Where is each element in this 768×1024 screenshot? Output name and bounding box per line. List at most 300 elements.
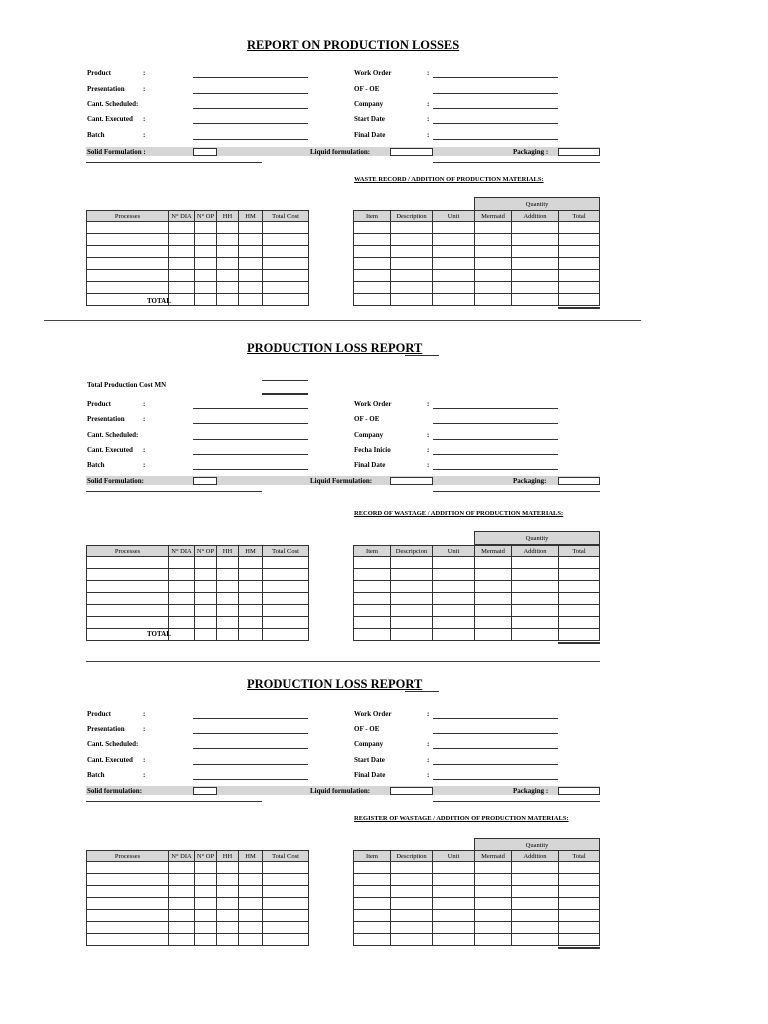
table-cell[interactable]	[559, 246, 600, 258]
table-cell[interactable]	[263, 222, 309, 234]
table-cell[interactable]	[87, 282, 169, 294]
table-cell[interactable]	[195, 294, 217, 306]
table-cell[interactable]	[217, 569, 239, 581]
table-cell[interactable]	[512, 898, 559, 910]
table-cell[interactable]	[263, 294, 309, 306]
field-input-right[interactable]	[433, 764, 558, 765]
table-cell[interactable]	[263, 898, 309, 910]
table-cell[interactable]	[475, 910, 512, 922]
table-cell[interactable]	[169, 593, 195, 605]
field-input-left[interactable]	[193, 439, 308, 440]
table-cell[interactable]	[475, 258, 512, 270]
table-cell[interactable]	[263, 605, 309, 617]
table-cell[interactable]	[559, 922, 600, 934]
table-cell[interactable]	[354, 910, 391, 922]
table-cell[interactable]	[87, 605, 169, 617]
field-label-left: Cant. Scheduled:	[87, 740, 139, 748]
field-input-left[interactable]	[193, 123, 308, 124]
table-cell[interactable]	[391, 922, 433, 934]
table-cell[interactable]	[559, 629, 600, 641]
table-cell[interactable]	[195, 593, 217, 605]
table-cell[interactable]	[263, 886, 309, 898]
table-cell[interactable]	[512, 557, 559, 569]
table-cell[interactable]	[169, 270, 195, 282]
table-cell[interactable]	[475, 569, 512, 581]
table-cell[interactable]	[433, 898, 475, 910]
table-cell[interactable]	[239, 234, 263, 246]
table-cell[interactable]	[217, 258, 239, 270]
field-input-right[interactable]	[433, 123, 558, 124]
table-cell[interactable]	[87, 593, 169, 605]
field-input-right[interactable]	[433, 748, 558, 749]
table-cell[interactable]	[475, 874, 512, 886]
table-cell[interactable]	[433, 874, 475, 886]
table-cell[interactable]	[475, 593, 512, 605]
table-cell[interactable]	[433, 294, 475, 306]
table-cell[interactable]	[169, 581, 195, 593]
table-cell[interactable]	[169, 910, 195, 922]
table-cell[interactable]	[263, 862, 309, 874]
table-cell[interactable]	[475, 886, 512, 898]
table-cell[interactable]	[87, 258, 169, 270]
field-input-right[interactable]	[433, 469, 558, 470]
table-cell[interactable]	[433, 922, 475, 934]
table-cell[interactable]	[475, 557, 512, 569]
table-cell[interactable]	[433, 234, 475, 246]
table-cell[interactable]	[391, 605, 433, 617]
field-input-right[interactable]	[433, 779, 558, 780]
table-cell[interactable]	[169, 922, 195, 934]
table-cell[interactable]	[559, 934, 600, 946]
table-cell[interactable]	[433, 886, 475, 898]
field-input-left[interactable]	[193, 77, 308, 78]
table-cell[interactable]	[195, 258, 217, 270]
table-cell[interactable]	[475, 898, 512, 910]
field-input-right[interactable]	[433, 93, 558, 94]
table-cell[interactable]	[87, 886, 169, 898]
table-cell[interactable]	[195, 557, 217, 569]
table-cell[interactable]	[263, 569, 309, 581]
table-cell[interactable]	[169, 246, 195, 258]
table-cell[interactable]	[512, 234, 559, 246]
table-cell[interactable]	[512, 862, 559, 874]
total-cost-line[interactable]	[262, 380, 308, 381]
table-cell[interactable]	[217, 581, 239, 593]
table-cell[interactable]	[263, 258, 309, 270]
table-cell[interactable]	[169, 234, 195, 246]
table-cell[interactable]	[217, 593, 239, 605]
table-cell[interactable]	[354, 874, 391, 886]
table-cell[interactable]	[217, 874, 239, 886]
table-cell[interactable]	[559, 862, 600, 874]
table-cell[interactable]	[239, 246, 263, 258]
table-cell[interactable]	[354, 294, 391, 306]
table-cell[interactable]	[559, 605, 600, 617]
table-cell[interactable]	[475, 922, 512, 934]
table-cell[interactable]	[195, 934, 217, 946]
table-cell[interactable]	[263, 282, 309, 294]
field-input-left[interactable]	[193, 733, 308, 734]
table-cell[interactable]	[433, 617, 475, 629]
table-cell[interactable]	[391, 234, 433, 246]
table-cell[interactable]	[475, 581, 512, 593]
table-cell[interactable]	[195, 282, 217, 294]
table-cell[interactable]	[512, 629, 559, 641]
table-cell[interactable]	[391, 874, 433, 886]
table-cell[interactable]	[169, 605, 195, 617]
table-cell[interactable]	[559, 282, 600, 294]
table-cell[interactable]	[475, 246, 512, 258]
table-cell[interactable]	[87, 246, 169, 258]
table-cell[interactable]	[433, 569, 475, 581]
field-input-right[interactable]	[433, 439, 558, 440]
table-cell[interactable]	[475, 605, 512, 617]
table-cell[interactable]	[169, 282, 195, 294]
table-cell[interactable]	[217, 617, 239, 629]
liquid-formulation-box[interactable]	[390, 477, 433, 485]
table-cell[interactable]	[433, 910, 475, 922]
table-cell[interactable]	[195, 581, 217, 593]
table-cell[interactable]	[87, 557, 169, 569]
table-cell[interactable]	[217, 557, 239, 569]
table-cell[interactable]	[195, 222, 217, 234]
table-cell[interactable]	[433, 629, 475, 641]
table-cell[interactable]	[559, 593, 600, 605]
field-input-left[interactable]	[193, 469, 308, 470]
table-cell[interactable]	[512, 270, 559, 282]
table-cell[interactable]	[87, 569, 169, 581]
table-cell[interactable]	[433, 934, 475, 946]
table-cell[interactable]	[354, 557, 391, 569]
table-cell[interactable]	[169, 569, 195, 581]
table-cell[interactable]	[354, 934, 391, 946]
table-cell[interactable]	[87, 222, 169, 234]
table-cell[interactable]	[354, 246, 391, 258]
table-cell[interactable]	[512, 605, 559, 617]
field-input-left[interactable]	[193, 748, 308, 749]
table-cell[interactable]	[195, 617, 217, 629]
table-cell[interactable]	[195, 234, 217, 246]
table-cell[interactable]	[169, 874, 195, 886]
table-cell[interactable]	[239, 557, 263, 569]
table-cell[interactable]	[354, 258, 391, 270]
table-cell[interactable]	[475, 234, 512, 246]
field-label-left: Batch	[87, 461, 105, 469]
field-label-left: Cant. Executed	[87, 115, 133, 123]
table-cell[interactable]	[354, 629, 391, 641]
table-cell[interactable]	[391, 222, 433, 234]
table-cell[interactable]	[354, 922, 391, 934]
table-cell[interactable]	[169, 557, 195, 569]
table-cell[interactable]	[391, 910, 433, 922]
table-cell[interactable]	[512, 222, 559, 234]
table-cell[interactable]	[217, 294, 239, 306]
table-cell[interactable]	[391, 581, 433, 593]
table-cell[interactable]	[87, 617, 169, 629]
table-cell[interactable]	[195, 862, 217, 874]
table-cell[interactable]	[87, 910, 169, 922]
table-cell[interactable]	[217, 234, 239, 246]
table-cell[interactable]	[195, 898, 217, 910]
table-cell[interactable]	[433, 593, 475, 605]
table-cell[interactable]	[475, 222, 512, 234]
field-input-left[interactable]	[193, 408, 308, 409]
table-cell[interactable]	[475, 934, 512, 946]
field-input-right[interactable]	[433, 423, 558, 424]
table-cell[interactable]	[195, 270, 217, 282]
packaging-box[interactable]	[558, 477, 600, 485]
table-cell[interactable]	[354, 886, 391, 898]
table-cell[interactable]	[169, 886, 195, 898]
table-row	[354, 581, 600, 593]
table-cell[interactable]	[217, 270, 239, 282]
field-input-left[interactable]	[193, 93, 308, 94]
table-cell[interactable]	[263, 874, 309, 886]
table-cell[interactable]	[263, 629, 309, 641]
table-cell[interactable]	[263, 617, 309, 629]
field-input-left[interactable]	[193, 454, 308, 455]
field-input-left[interactable]	[193, 779, 308, 780]
table-cell[interactable]	[239, 593, 263, 605]
table-cell[interactable]	[475, 862, 512, 874]
table-cell[interactable]	[263, 922, 309, 934]
table-cell[interactable]	[239, 617, 263, 629]
table-cell[interactable]	[512, 874, 559, 886]
table-cell[interactable]	[239, 629, 263, 641]
table-cell[interactable]	[354, 569, 391, 581]
table-cell[interactable]	[391, 617, 433, 629]
table-cell[interactable]	[217, 605, 239, 617]
table-cell[interactable]	[354, 270, 391, 282]
field-input-left[interactable]	[193, 139, 308, 140]
table-cell[interactable]	[354, 605, 391, 617]
table-cell[interactable]	[559, 874, 600, 886]
table-cell[interactable]	[354, 898, 391, 910]
table-cell[interactable]	[391, 282, 433, 294]
table-cell[interactable]	[239, 605, 263, 617]
field-input-right[interactable]	[433, 139, 558, 140]
table-cell[interactable]	[263, 581, 309, 593]
table-cell[interactable]	[512, 581, 559, 593]
table-cell[interactable]	[433, 581, 475, 593]
table-cell[interactable]	[239, 874, 263, 886]
table-cell[interactable]	[512, 910, 559, 922]
field-input-right[interactable]	[433, 77, 558, 78]
table-cell[interactable]	[512, 246, 559, 258]
table-cell[interactable]	[239, 294, 263, 306]
table-cell[interactable]	[433, 557, 475, 569]
table-cell[interactable]	[354, 234, 391, 246]
field-input-left[interactable]	[193, 423, 308, 424]
table-cell[interactable]	[239, 886, 263, 898]
table-cell[interactable]	[433, 258, 475, 270]
table-cell[interactable]	[195, 910, 217, 922]
table-cell[interactable]	[217, 934, 239, 946]
table-cell[interactable]	[263, 910, 309, 922]
table-cell[interactable]	[559, 557, 600, 569]
table-cell[interactable]	[87, 270, 169, 282]
table-cell[interactable]	[559, 294, 600, 306]
table-cell[interactable]	[263, 593, 309, 605]
table-cell[interactable]	[391, 557, 433, 569]
table-cell[interactable]	[391, 270, 433, 282]
table-cell[interactable]	[195, 605, 217, 617]
table-cell[interactable]	[559, 222, 600, 234]
table-cell[interactable]	[263, 234, 309, 246]
table-cell[interactable]	[559, 581, 600, 593]
table-cell[interactable]	[217, 862, 239, 874]
table-cell[interactable]	[512, 294, 559, 306]
table-cell[interactable]	[512, 886, 559, 898]
table-cell[interactable]	[559, 234, 600, 246]
table-cell[interactable]	[239, 282, 263, 294]
field-input-right[interactable]	[433, 454, 558, 455]
liquid-formulation-box[interactable]	[390, 787, 433, 795]
table-cell[interactable]	[512, 282, 559, 294]
table-cell[interactable]	[475, 282, 512, 294]
table-cell[interactable]	[217, 246, 239, 258]
table-cell[interactable]	[87, 898, 169, 910]
table-cell[interactable]	[239, 898, 263, 910]
column-header: HH	[217, 546, 239, 557]
table-cell[interactable]	[512, 593, 559, 605]
table-cell[interactable]	[391, 569, 433, 581]
table-cell[interactable]	[87, 874, 169, 886]
field-input-right[interactable]	[433, 718, 558, 719]
table-cell[interactable]	[559, 886, 600, 898]
table-cell[interactable]	[239, 581, 263, 593]
table-cell[interactable]	[391, 898, 433, 910]
table-cell[interactable]	[239, 862, 263, 874]
table-cell[interactable]	[169, 934, 195, 946]
table-cell[interactable]	[559, 910, 600, 922]
field-input-left[interactable]	[193, 718, 308, 719]
table-cell[interactable]	[475, 629, 512, 641]
table-cell[interactable]	[559, 258, 600, 270]
table-cell[interactable]	[391, 886, 433, 898]
table-cell[interactable]	[354, 282, 391, 294]
table-cell[interactable]	[195, 246, 217, 258]
table-cell[interactable]	[87, 581, 169, 593]
table-cell[interactable]	[391, 258, 433, 270]
table-cell[interactable]	[217, 910, 239, 922]
table-cell[interactable]	[239, 569, 263, 581]
table-cell[interactable]	[512, 569, 559, 581]
table-cell[interactable]	[217, 282, 239, 294]
table-cell[interactable]	[512, 922, 559, 934]
table-cell[interactable]	[559, 617, 600, 629]
table-cell[interactable]	[475, 617, 512, 629]
table-cell[interactable]	[512, 258, 559, 270]
table-cell[interactable]	[217, 222, 239, 234]
table-cell[interactable]	[354, 593, 391, 605]
table-cell[interactable]	[169, 222, 195, 234]
table-cell[interactable]	[169, 898, 195, 910]
table-cell[interactable]	[169, 629, 195, 641]
table-cell[interactable]	[354, 617, 391, 629]
table-cell[interactable]	[433, 862, 475, 874]
table-cell[interactable]	[217, 886, 239, 898]
table-cell[interactable]	[263, 557, 309, 569]
table-cell[interactable]	[239, 270, 263, 282]
table-cell[interactable]	[169, 862, 195, 874]
table-cell[interactable]	[433, 270, 475, 282]
table-cell[interactable]	[354, 581, 391, 593]
table-cell[interactable]	[239, 934, 263, 946]
solid-formulation-box[interactable]	[193, 477, 217, 485]
table-cell[interactable]	[239, 258, 263, 270]
table-cell[interactable]	[559, 270, 600, 282]
table-cell[interactable]	[433, 282, 475, 294]
table-cell[interactable]	[391, 629, 433, 641]
table-cell[interactable]	[195, 629, 217, 641]
table-cell[interactable]	[391, 294, 433, 306]
table-cell[interactable]	[475, 294, 512, 306]
table-cell[interactable]	[239, 222, 263, 234]
field-input-right[interactable]	[433, 733, 558, 734]
table-cell[interactable]	[263, 270, 309, 282]
table-cell[interactable]	[195, 886, 217, 898]
table-cell[interactable]	[217, 898, 239, 910]
table-cell[interactable]	[169, 294, 195, 306]
table-cell[interactable]	[391, 934, 433, 946]
table-cell[interactable]	[391, 246, 433, 258]
solid-formulation-box[interactable]	[193, 787, 217, 795]
field-input-right[interactable]	[433, 408, 558, 409]
table-cell[interactable]	[354, 862, 391, 874]
table-cell[interactable]	[512, 617, 559, 629]
table-cell[interactable]	[169, 617, 195, 629]
table-cell[interactable]	[559, 898, 600, 910]
processes-table	[86, 850, 309, 946]
solid-formulation-box[interactable]	[193, 148, 217, 156]
table-cell[interactable]	[87, 234, 169, 246]
table-cell[interactable]	[433, 605, 475, 617]
field-input-left[interactable]	[193, 108, 308, 109]
table-cell[interactable]	[239, 922, 263, 934]
table-cell[interactable]	[391, 862, 433, 874]
table-cell[interactable]	[512, 934, 559, 946]
field-label-right: Work Order	[354, 69, 392, 77]
table-cell[interactable]	[354, 222, 391, 234]
table-cell[interactable]	[217, 629, 239, 641]
table-cell[interactable]	[239, 910, 263, 922]
table-cell[interactable]	[433, 222, 475, 234]
table-cell[interactable]	[195, 874, 217, 886]
field-input-right[interactable]	[433, 108, 558, 109]
table-cell[interactable]	[195, 569, 217, 581]
liquid-formulation-label: Liquid Formulation:	[310, 477, 373, 485]
table-cell[interactable]	[87, 934, 169, 946]
packaging-box[interactable]	[558, 148, 600, 156]
table-cell[interactable]	[475, 270, 512, 282]
packaging-box[interactable]	[558, 787, 600, 795]
table-cell[interactable]	[559, 569, 600, 581]
table-cell[interactable]	[169, 258, 195, 270]
table-cell[interactable]	[263, 246, 309, 258]
table-cell[interactable]	[433, 246, 475, 258]
liquid-formulation-box[interactable]	[390, 148, 433, 156]
field-input-left[interactable]	[193, 764, 308, 765]
table-cell[interactable]	[217, 922, 239, 934]
table-cell[interactable]	[87, 862, 169, 874]
table-cell[interactable]	[87, 922, 169, 934]
processes-table-header	[87, 211, 309, 222]
table-cell[interactable]	[195, 922, 217, 934]
table-row	[354, 294, 600, 306]
table-cell[interactable]	[391, 593, 433, 605]
table-cell[interactable]	[263, 934, 309, 946]
